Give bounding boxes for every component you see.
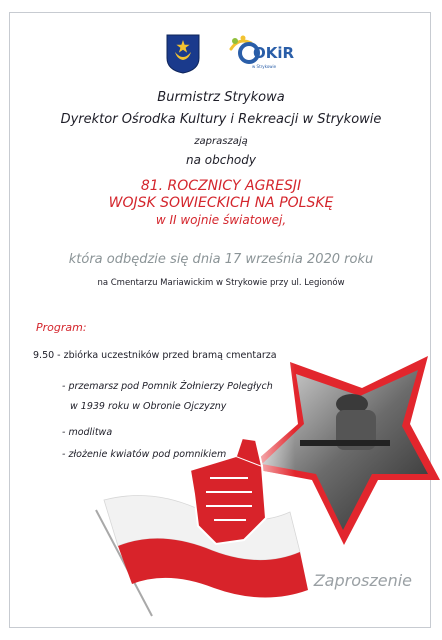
program-item-1: 9.50 - zbiórka uczestników przed bramą cmentarza (33, 350, 277, 361)
header-mayor: Burmistrz Strykowa (157, 90, 285, 105)
location-line: na Cmentarzu Mariawickim w Strykowie przy ul. Legionów (97, 278, 345, 288)
header-director: Dyrektor Ośrodka Kultury i Rekreacji w Strykowie (60, 112, 382, 127)
program-item-5: - złożenie kwiatów pod pomnikiem (62, 449, 227, 460)
program-item-2: - przemarsz pod Pomnik Żołnierzy Poległych (62, 381, 273, 392)
title-line-2: WOJSK SOWIECKICH NA POLSKĘ (108, 195, 334, 211)
okir-logo-subtext: w Strykowie (252, 64, 277, 69)
program-item-3: w 1939 roku w Obronie Ojczyzny (70, 401, 227, 412)
title-line-3: w II wojnie światowej, (155, 213, 287, 227)
program-heading: Program: (36, 321, 87, 334)
header-invite: zapraszają (194, 136, 248, 147)
date-line: która odbędzie się dnia 17 września 2020 roku (68, 252, 374, 267)
invitation-caption: Zaproszenie (313, 571, 412, 590)
program-item-4: - modlitwa (62, 427, 113, 438)
okir-logo-text: OKiR (253, 44, 295, 62)
title-line-1: 81. ROCZNICY AGRESJI (140, 178, 302, 194)
header-event-type: na obchody (186, 153, 256, 167)
